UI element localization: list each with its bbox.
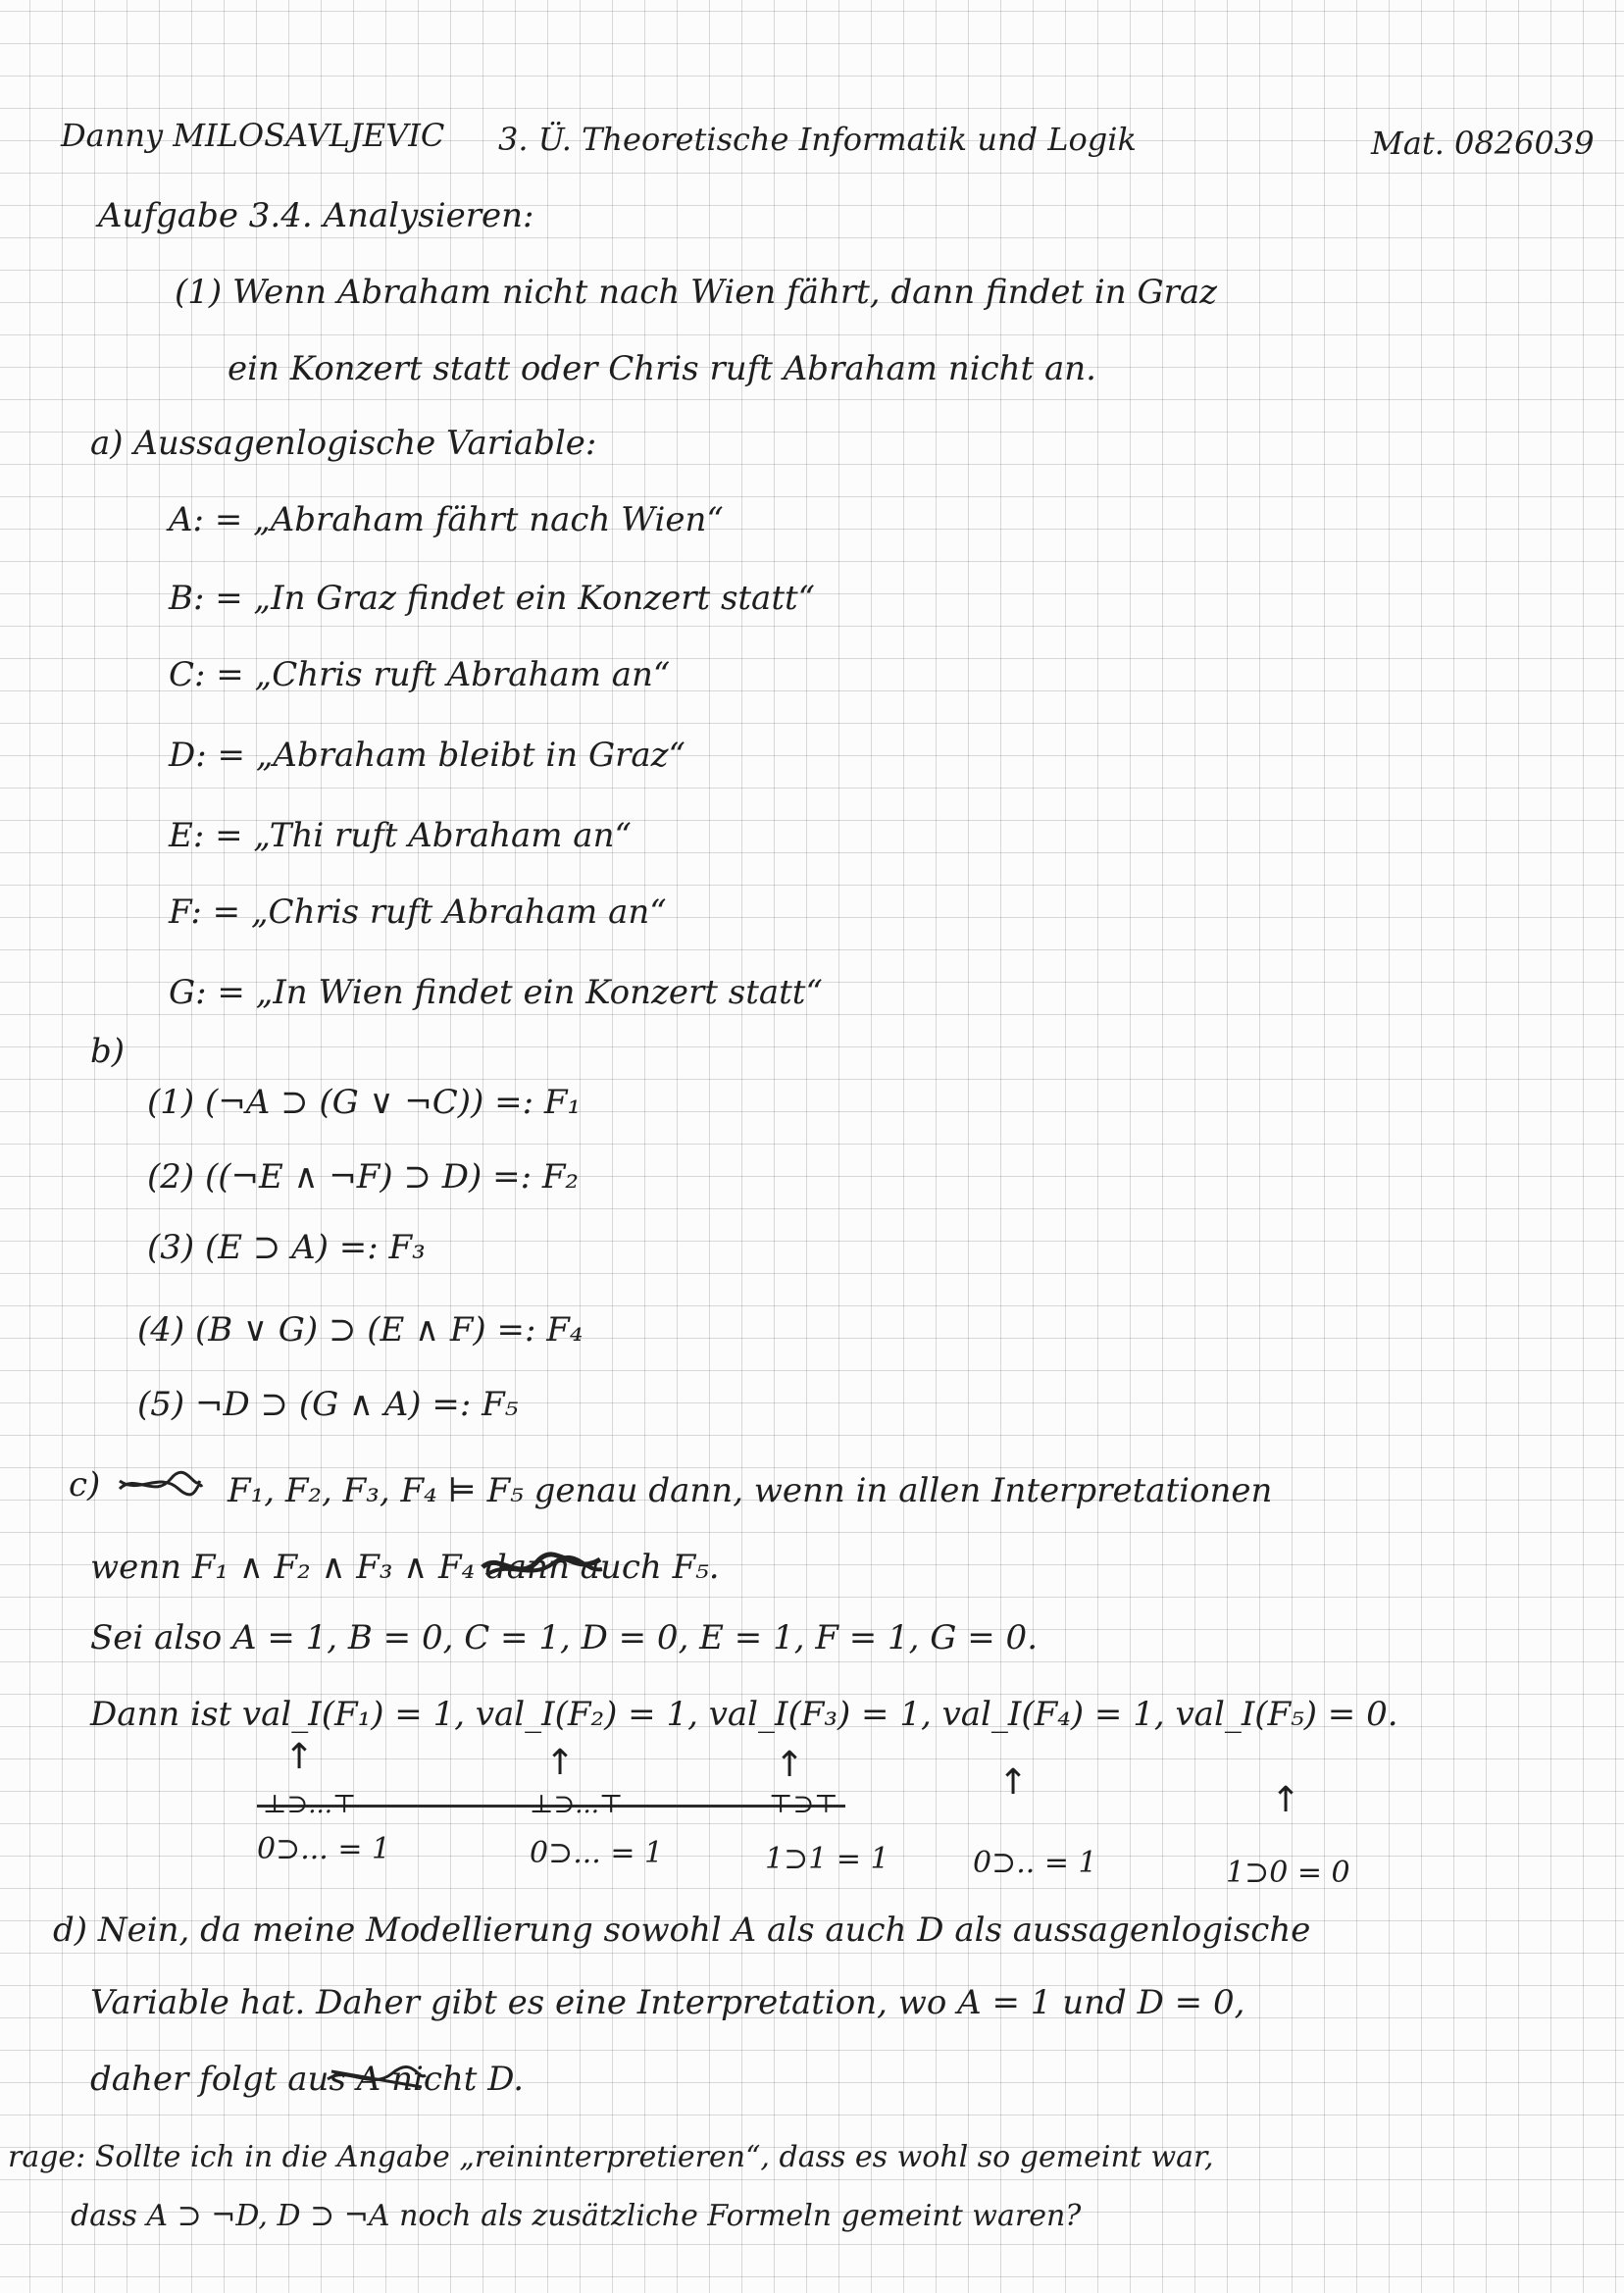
formula-2: (2) ((¬E ∧ ¬F) ⊃ D) =: F₂ — [147, 1157, 580, 1197]
part-d-line-1: d) Nein, da meine Modellierung sowohl A als auch D als aussagenlogische — [53, 1911, 1311, 1950]
sub-step-2: ⊥⊃...⊤ — [530, 1790, 624, 1819]
part-c-line-4: Dann ist val_I(F₁) = 1, val_I(F₂) = 1, val_I(F₃) = 1, val_I(F₄) = 1, val_I(F₅) = 0. — [90, 1695, 1398, 1734]
result-4: 0⊃.. = 1 — [973, 1846, 1097, 1880]
variable-e: E: = „Thi ruft Abraham an“ — [169, 816, 632, 855]
part-b-label: b) — [90, 1032, 126, 1071]
crossed-out-word — [116, 1465, 204, 1504]
part-d-line-2: Variable hat. Daher gibt es eine Interpretation, wo A = 1 und D = 0, — [90, 1983, 1245, 2022]
author-name: Danny MILOSAVLJEVIC — [61, 117, 445, 154]
statement-line-1: (1) Wenn Abraham nicht nach Wien fährt, dann findet in Graz — [175, 273, 1218, 312]
part-c-line-3: Sei also A = 1, B = 0, C = 1, D = 0, E = 1, F = 1, G = 0. — [90, 1618, 1038, 1657]
variable-g: G: = „In Wien findet ein Konzert statt“ — [169, 973, 823, 1012]
part-a-label: a) Aussagenlogische Variable: — [90, 424, 597, 463]
part-d-line-3: daher folgt aus A nicht D. — [90, 2060, 525, 2099]
part-c-line-2: wenn F₁ ∧ F₂ ∧ F₃ ∧ F₄ dann auch F₅. — [90, 1548, 720, 1587]
up-arrow-icon: ↑ — [775, 1745, 805, 1785]
sub-step-3: ⊤⊃⊤ — [769, 1790, 838, 1819]
formula-1: (1) (¬A ⊃ (G ∨ ¬C)) =: F₁ — [147, 1083, 582, 1122]
variable-b: B: = „In Graz findet ein Konzert statt“ — [169, 579, 816, 618]
result-3: 1⊃1 = 1 — [765, 1842, 889, 1876]
variable-d: D: = „Abraham bleibt in Graz“ — [169, 736, 685, 775]
part-c-line-1: F₁, F₂, F₃, F₄ ⊨ F₅ genau dann, wenn in allen Interpretationen — [228, 1471, 1273, 1510]
crossed-out-word — [324, 2058, 431, 2097]
question-line-1: rage: Sollte ich in die Angabe „reininterpretieren“, dass es wohl so gemeint war, — [8, 2140, 1214, 2174]
matriculation-number: Mat. 0826039 — [1371, 125, 1595, 162]
result-1: 0⊃... = 1 — [257, 1832, 391, 1866]
crossed-out-word — [479, 1548, 606, 1587]
statement-line-2: ein Konzert statt oder Chris ruft Abraham nicht an. — [228, 349, 1096, 388]
variable-f: F: = „Chris ruft Abraham an“ — [169, 892, 667, 932]
variable-c: C: = „Chris ruft Abraham an“ — [169, 655, 671, 694]
sub-step-1: ⊥⊃...⊤ — [263, 1790, 357, 1819]
result-2: 0⊃... = 1 — [530, 1836, 664, 1870]
up-arrow-icon: ↑ — [545, 1743, 576, 1783]
up-arrow-icon: ↑ — [284, 1737, 315, 1777]
formula-5: (5) ¬D ⊃ (G ∧ A) =: F₅ — [137, 1385, 519, 1424]
up-arrow-icon: ↑ — [998, 1762, 1029, 1803]
course-title: 3. Ü. Theoretische Informatik und Logik — [498, 121, 1137, 158]
formula-3: (3) (E ⊃ A) =: F₃ — [147, 1228, 426, 1267]
result-5: 1⊃0 = 0 — [1226, 1856, 1350, 1890]
part-c-label: c) — [69, 1465, 101, 1504]
task-title: Aufgabe 3.4. Analysieren: — [98, 196, 534, 235]
up-arrow-icon: ↑ — [1271, 1780, 1301, 1820]
question-line-2: dass A ⊃ ¬D, D ⊃ ¬A noch als zusätzliche Formeln gemeint waren? — [71, 2199, 1082, 2233]
variable-a: A: = „Abraham fährt nach Wien“ — [169, 500, 724, 539]
formula-4: (4) (B ∨ G) ⊃ (E ∧ F) =: F₄ — [137, 1310, 584, 1350]
